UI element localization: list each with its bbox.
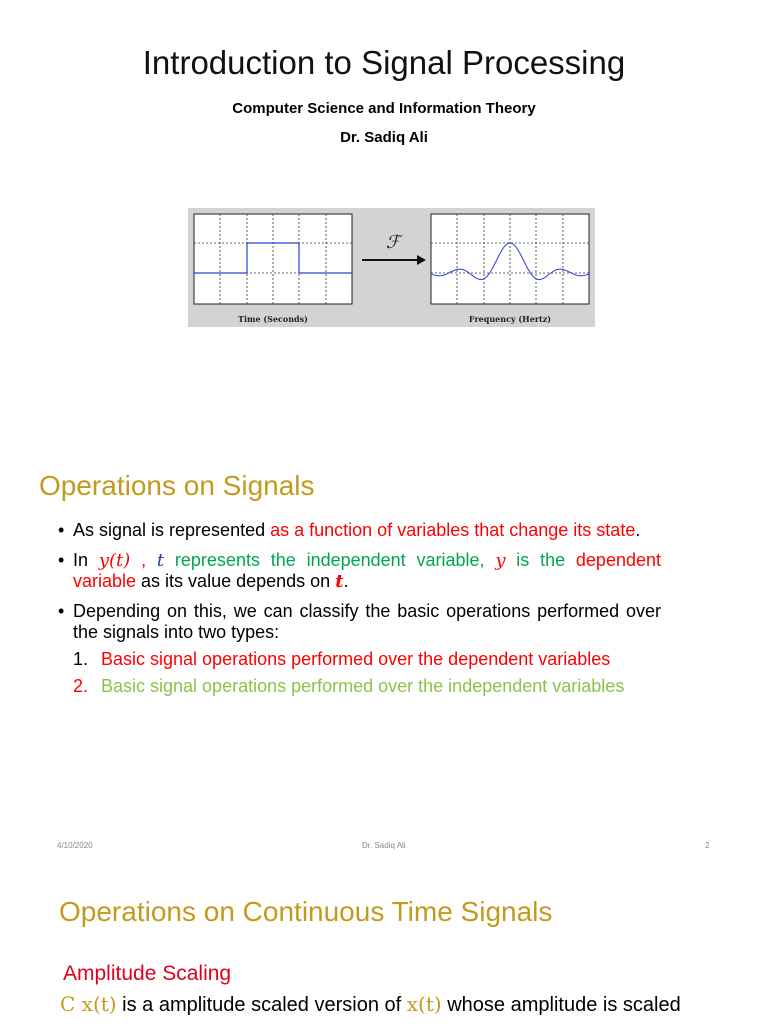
transform-arrow xyxy=(362,232,426,265)
bullet-item: • In y(t) , t represents the independent variable, y is the dependent variable as its value depends on t. xyxy=(58,550,661,592)
bullet-list xyxy=(58,520,661,706)
numbered-list xyxy=(73,649,661,697)
fourier-transform-figure xyxy=(188,208,595,327)
amplitude-scaling-subheading: Amplitude Scaling xyxy=(63,962,232,985)
bullet-item: • Depending on this, we can classify the basic operations performed over the signals into two types: 1. Basic signal operations performed over the dependent variables 2. Basic signal operations performed over the independent variables xyxy=(58,601,661,696)
operations-heading: Operations on Signals xyxy=(39,470,315,501)
time-domain-plot xyxy=(194,214,352,324)
bullet-dot-icon: • xyxy=(58,520,65,540)
slide-title: Introduction to Signal Processing xyxy=(142,44,626,81)
amplitude-scaling-text: C x(t) is a amplitude scaled version of x(t) whose amplitude is scaled xyxy=(60,992,681,1016)
time-axis-label: Time (Seconds) xyxy=(238,314,308,324)
bullet-item: • As signal is represented as a function of variables that change its state. xyxy=(58,520,641,540)
footer-date: 4/10/2020 xyxy=(57,841,93,850)
footer-author: Dr. Sadiq Ali xyxy=(362,841,406,850)
author-name: Dr. Sadiq Ali xyxy=(340,129,428,146)
bullet-dot-icon: • xyxy=(58,550,65,570)
frequency-axis-label: Frequency (Hertz) xyxy=(468,314,552,324)
continuous-ops-heading: Operations on Continuous Time Signals xyxy=(59,896,553,927)
course-subtitle: Computer Science and Information Theory xyxy=(232,100,536,117)
numbered-item-1: 1. Basic signal operations performed over the dependent variables xyxy=(73,649,611,669)
fourier-symbol: ℱ xyxy=(385,232,401,253)
frequency-domain-plot xyxy=(431,214,589,324)
footer-page-number: 2 xyxy=(705,841,710,850)
numbered-item-2: 2. Basic signal operations performed over the independent variables xyxy=(73,676,625,696)
slide-1 xyxy=(0,0,768,420)
bullet-dot-icon: • xyxy=(58,601,65,621)
